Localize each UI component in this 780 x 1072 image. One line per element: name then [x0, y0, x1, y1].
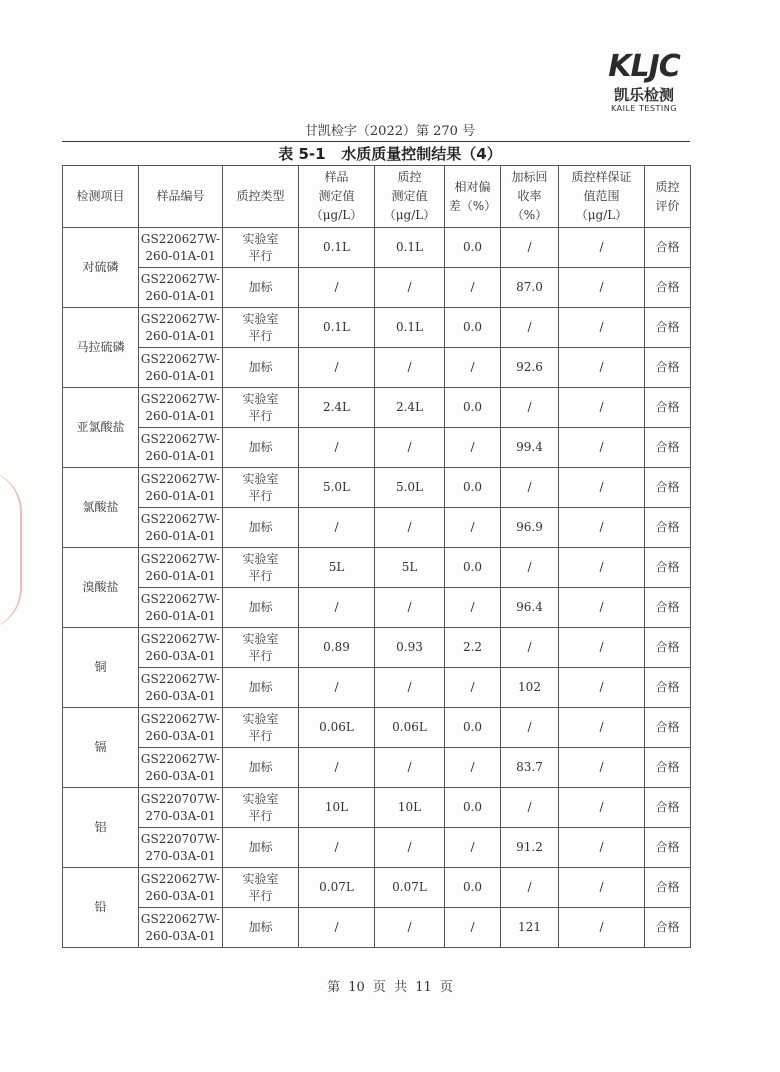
qc-value-cell: 0.1L [375, 308, 445, 348]
sample-value-cell: / [299, 588, 375, 628]
relative-deviation-cell: 0.0 [445, 388, 501, 428]
sample-no-line: 260-03A-01 [145, 648, 216, 663]
sample-no-line: GS220627W- [140, 351, 221, 366]
table-row [63, 708, 691, 748]
item-cell: 亚氯酸盐 [63, 388, 139, 468]
qc-value-cell: / [375, 748, 445, 788]
table-row [63, 588, 691, 628]
table-row [63, 388, 691, 428]
item-cell: 对硫磷 [63, 228, 139, 308]
guarantee-range-cell: / [559, 508, 645, 548]
relative-deviation-cell: / [445, 268, 501, 308]
logo-name-en: KAILE TESTING [611, 104, 677, 113]
sample-no-cell [139, 268, 223, 308]
guarantee-range-cell: / [559, 388, 645, 428]
header-text: 差（%） [448, 198, 497, 213]
header-item: 检测项目 [63, 166, 139, 228]
qc-type-line: 平行 [248, 568, 273, 583]
sample-no-line: 260-01A-01 [145, 328, 216, 343]
header-relative-deviation [445, 166, 501, 228]
table-caption [0, 144, 780, 164]
sample-no-cell [139, 348, 223, 388]
recovery-cell: / [501, 708, 559, 748]
qc-type-cell [223, 508, 299, 548]
qc-value-cell: / [375, 268, 445, 308]
qc-value-cell: 0.93 [375, 628, 445, 668]
sample-no-line: GS220627W- [140, 751, 221, 766]
relative-deviation-cell: 2.2 [445, 628, 501, 668]
qc-value-cell: 0.06L [375, 708, 445, 748]
relative-deviation-cell: 0.0 [445, 708, 501, 748]
sample-no-line: 260-03A-01 [145, 768, 216, 783]
guarantee-range-cell: / [559, 228, 645, 268]
sample-value-cell: / [299, 268, 375, 308]
recovery-cell: 96.4 [501, 588, 559, 628]
header-evaluation [645, 166, 691, 228]
sample-value-cell: 0.1L [299, 308, 375, 348]
qc-type-cell [223, 468, 299, 508]
qc-results-table [62, 165, 691, 948]
evaluation-cell: 合格 [645, 428, 691, 468]
header-text: （μg/L） [383, 208, 436, 222]
sample-no-line: 260-01A-01 [145, 288, 216, 303]
sample-no-line: GS220627W- [140, 271, 221, 286]
qc-type-line: 加标 [248, 680, 273, 694]
header-qc-value [375, 166, 445, 228]
qc-type-line: 实验室 [242, 711, 279, 726]
recovery-cell: 87.0 [501, 268, 559, 308]
relative-deviation-cell: / [445, 908, 501, 948]
evaluation-cell: 合格 [645, 788, 691, 828]
header-text: 相对偏 [454, 179, 491, 194]
qc-type-line: 加标 [248, 600, 273, 614]
sample-no-line: GS220627W- [140, 231, 221, 246]
item-cell: 铜 [63, 628, 139, 708]
sample-no-cell [139, 468, 223, 508]
evaluation-cell: 合格 [645, 908, 691, 948]
qc-type-line: 实验室 [242, 871, 279, 886]
table-row [63, 548, 691, 588]
table-row [63, 468, 691, 508]
qc-type-cell [223, 548, 299, 588]
header-text: 质控 [655, 179, 680, 194]
sample-no-line: GS220707W- [140, 831, 221, 846]
qc-type-line: 平行 [248, 328, 273, 343]
qc-type-line: 平行 [248, 248, 273, 263]
qc-value-cell: / [375, 428, 445, 468]
table-row [63, 308, 691, 348]
recovery-cell: / [501, 308, 559, 348]
sample-no-line: GS220627W- [140, 391, 221, 406]
evaluation-cell: 合格 [645, 468, 691, 508]
sample-no-cell [139, 668, 223, 708]
sample-no-line: 260-03A-01 [145, 688, 216, 703]
qc-type-line: 加标 [248, 440, 273, 454]
qc-value-cell: 5L [375, 548, 445, 588]
sample-no-line: 260-01A-01 [145, 408, 216, 423]
relative-deviation-cell: / [445, 828, 501, 868]
table-row [63, 788, 691, 828]
evaluation-cell: 合格 [645, 348, 691, 388]
qc-value-cell: 2.4L [375, 388, 445, 428]
recovery-cell: / [501, 228, 559, 268]
evaluation-cell: 合格 [645, 708, 691, 748]
sample-no-line: 270-03A-01 [145, 808, 216, 823]
guarantee-range-cell: / [559, 868, 645, 908]
qc-type-line: 实验室 [242, 311, 279, 326]
qc-type-line: 实验室 [242, 231, 279, 246]
qc-type-cell [223, 868, 299, 908]
sample-no-cell [139, 868, 223, 908]
sample-value-cell: 0.1L [299, 228, 375, 268]
qc-type-line: 平行 [248, 728, 273, 743]
sample-no-line: 260-01A-01 [145, 368, 216, 383]
qc-type-line: 平行 [248, 488, 273, 503]
sample-no-cell [139, 628, 223, 668]
evaluation-cell: 合格 [645, 228, 691, 268]
sample-no-line: 260-01A-01 [145, 448, 216, 463]
qc-type-line: 加标 [248, 520, 273, 534]
header-text: 质控样保证 [571, 170, 632, 184]
sample-value-cell: / [299, 428, 375, 468]
logo-mark: KLJC [608, 49, 680, 84]
sample-no-line: 260-01A-01 [145, 248, 216, 263]
header-text: （%） [511, 208, 548, 222]
header-text: 值范围 [583, 189, 620, 203]
sample-value-cell: 0.89 [299, 628, 375, 668]
table-row [63, 228, 691, 268]
sample-value-cell: 2.4L [299, 388, 375, 428]
header-recovery [501, 166, 559, 228]
qc-value-cell: / [375, 668, 445, 708]
sample-value-cell: / [299, 908, 375, 948]
table-row [63, 508, 691, 548]
guarantee-range-cell: / [559, 828, 645, 868]
recovery-cell: 102 [501, 668, 559, 708]
sample-no-line: 260-01A-01 [145, 568, 216, 583]
sample-value-cell: / [299, 828, 375, 868]
sample-no-line: GS220627W- [140, 711, 221, 726]
sample-no-cell [139, 748, 223, 788]
qc-value-cell: / [375, 588, 445, 628]
sample-no-cell [139, 828, 223, 868]
header-text: 评价 [655, 198, 680, 213]
recovery-cell: / [501, 788, 559, 828]
qc-type-cell [223, 308, 299, 348]
relative-deviation-cell: 0.0 [445, 228, 501, 268]
sample-no-line: GS220707W- [140, 791, 221, 806]
report-number: 甘凯检字（2022）第 270 号 [304, 124, 476, 139]
sample-no-line: GS220627W- [140, 311, 221, 326]
recovery-cell: 96.9 [501, 508, 559, 548]
qc-type-line: 加标 [248, 920, 273, 934]
sample-no-line: GS220627W- [140, 551, 221, 566]
relative-deviation-cell: / [445, 668, 501, 708]
qc-value-cell: / [375, 508, 445, 548]
header-text: 质控 [397, 170, 422, 184]
sample-no-line: GS220627W- [140, 591, 221, 606]
qc-type-cell [223, 228, 299, 268]
sample-value-cell: / [299, 748, 375, 788]
recovery-cell: 121 [501, 908, 559, 948]
header-text: 收率 [517, 189, 542, 203]
sample-no-line: GS220627W- [140, 431, 221, 446]
table-row [63, 628, 691, 668]
relative-deviation-cell: 0.0 [445, 308, 501, 348]
table-row [63, 828, 691, 868]
sample-value-cell: 0.07L [299, 868, 375, 908]
qc-type-cell [223, 268, 299, 308]
table-row [63, 908, 691, 948]
recovery-cell: / [501, 548, 559, 588]
guarantee-range-cell: / [559, 468, 645, 508]
table-row [63, 268, 691, 308]
sample-no-cell [139, 588, 223, 628]
guarantee-range-cell: / [559, 348, 645, 388]
evaluation-cell: 合格 [645, 628, 691, 668]
guarantee-range-cell: / [559, 748, 645, 788]
header-sample-no: 样品编号 [139, 166, 223, 228]
qc-value-cell: / [375, 348, 445, 388]
qc-type-line: 加标 [248, 280, 273, 294]
evaluation-cell: 合格 [645, 828, 691, 868]
evaluation-cell: 合格 [645, 388, 691, 428]
qc-type-cell [223, 588, 299, 628]
guarantee-range-cell: / [559, 588, 645, 628]
header-text: 样品 [324, 170, 349, 184]
sample-no-line: GS220627W- [140, 671, 221, 686]
page-footer: 第 10 页 共 11 页 [327, 980, 453, 995]
recovery-cell: 92.6 [501, 348, 559, 388]
table-row [63, 348, 691, 388]
table-row [63, 668, 691, 708]
header-text: （μg/L） [310, 208, 363, 222]
header-guarantee-range [559, 166, 645, 228]
qc-type-line: 实验室 [242, 391, 279, 406]
logo-name-cn: 凯乐检测 [613, 86, 674, 104]
recovery-cell: / [501, 388, 559, 428]
relative-deviation-cell: / [445, 508, 501, 548]
qc-type-cell [223, 788, 299, 828]
table-title: 水质质量控制结果（4） [341, 145, 502, 163]
header-text: 测定值 [318, 189, 355, 203]
evaluation-cell: 合格 [645, 588, 691, 628]
sample-value-cell: / [299, 668, 375, 708]
qc-type-line: 平行 [248, 648, 273, 663]
sample-no-line: GS220627W- [140, 911, 221, 926]
qc-type-line: 加标 [248, 360, 273, 374]
relative-deviation-cell: / [445, 348, 501, 388]
relative-deviation-cell: 0.0 [445, 868, 501, 908]
sample-value-cell: 0.06L [299, 708, 375, 748]
evaluation-cell: 合格 [645, 508, 691, 548]
guarantee-range-cell: / [559, 548, 645, 588]
qc-value-cell: / [375, 908, 445, 948]
sample-value-cell: 5.0L [299, 468, 375, 508]
relative-deviation-cell: / [445, 428, 501, 468]
qc-type-line: 实验室 [242, 631, 279, 646]
qc-type-cell [223, 348, 299, 388]
header-rule [62, 141, 690, 142]
sample-no-cell [139, 908, 223, 948]
qc-type-line: 实验室 [242, 791, 279, 806]
sample-no-line: 260-03A-01 [145, 728, 216, 743]
qc-type-line: 平行 [248, 808, 273, 823]
evaluation-cell: 合格 [645, 748, 691, 788]
evaluation-cell: 合格 [645, 668, 691, 708]
evaluation-cell: 合格 [645, 548, 691, 588]
recovery-cell: / [501, 468, 559, 508]
table-row [63, 428, 691, 468]
qc-type-cell [223, 628, 299, 668]
sample-no-cell [139, 708, 223, 748]
table-row [63, 868, 691, 908]
qc-value-cell: / [375, 828, 445, 868]
relative-deviation-cell: 0.0 [445, 788, 501, 828]
qc-type-cell [223, 708, 299, 748]
recovery-cell: 99.4 [501, 428, 559, 468]
sample-value-cell: 10L [299, 788, 375, 828]
qc-type-line: 加标 [248, 760, 273, 774]
header-text: （μg/L） [575, 208, 628, 222]
guarantee-range-cell: / [559, 308, 645, 348]
item-cell: 铝 [63, 788, 139, 868]
guarantee-range-cell: / [559, 668, 645, 708]
recovery-cell: / [501, 868, 559, 908]
guarantee-range-cell: / [559, 628, 645, 668]
guarantee-range-cell: / [559, 788, 645, 828]
relative-deviation-cell: 0.0 [445, 548, 501, 588]
relative-deviation-cell: / [445, 748, 501, 788]
qc-type-cell [223, 828, 299, 868]
evaluation-cell: 合格 [645, 268, 691, 308]
recovery-cell: 83.7 [501, 748, 559, 788]
qc-value-cell: 0.07L [375, 868, 445, 908]
table-header-row [63, 166, 691, 228]
sample-no-line: 260-01A-01 [145, 608, 216, 623]
evaluation-cell: 合格 [645, 868, 691, 908]
qc-type-cell [223, 428, 299, 468]
sample-no-line: 260-01A-01 [145, 528, 216, 543]
table-number: 表 5-1 [278, 145, 326, 163]
sample-no-cell [139, 548, 223, 588]
table-row [63, 748, 691, 788]
sample-no-line: 260-01A-01 [145, 488, 216, 503]
relative-deviation-cell: / [445, 588, 501, 628]
sample-no-line: 260-03A-01 [145, 888, 216, 903]
recovery-cell: 91.2 [501, 828, 559, 868]
guarantee-range-cell: / [559, 268, 645, 308]
sample-no-cell [139, 308, 223, 348]
relative-deviation-cell: 0.0 [445, 468, 501, 508]
sample-value-cell: 5L [299, 548, 375, 588]
evaluation-cell: 合格 [645, 308, 691, 348]
qc-value-cell: 0.1L [375, 228, 445, 268]
guarantee-range-cell: / [559, 708, 645, 748]
qc-type-cell [223, 388, 299, 428]
sample-no-cell [139, 228, 223, 268]
item-cell: 氯酸盐 [63, 468, 139, 548]
sample-no-line: GS220627W- [140, 871, 221, 886]
red-seal-stamp [0, 470, 22, 630]
header-qc-type: 质控类型 [223, 166, 299, 228]
header-sample-value [299, 166, 375, 228]
sample-no-line: 270-03A-01 [145, 848, 216, 863]
item-cell: 镉 [63, 708, 139, 788]
item-cell: 铅 [63, 868, 139, 948]
qc-type-line: 平行 [248, 408, 273, 423]
company-logo [598, 49, 690, 114]
guarantee-range-cell: / [559, 428, 645, 468]
sample-no-line: 260-03A-01 [145, 928, 216, 943]
qc-value-cell: 5.0L [375, 468, 445, 508]
qc-value-cell: 10L [375, 788, 445, 828]
sample-no-cell [139, 508, 223, 548]
qc-type-cell [223, 908, 299, 948]
qc-type-line: 实验室 [242, 471, 279, 486]
sample-value-cell: / [299, 508, 375, 548]
guarantee-range-cell: / [559, 908, 645, 948]
sample-no-line: GS220627W- [140, 471, 221, 486]
header-text: 加标回 [511, 170, 548, 184]
sample-no-cell [139, 388, 223, 428]
sample-no-line: GS220627W- [140, 511, 221, 526]
qc-type-cell [223, 748, 299, 788]
qc-type-line: 平行 [248, 888, 273, 903]
qc-type-line: 实验室 [242, 551, 279, 566]
qc-type-cell [223, 668, 299, 708]
sample-no-line: GS220627W- [140, 631, 221, 646]
sample-value-cell: / [299, 348, 375, 388]
table-body [63, 228, 691, 948]
item-cell: 溴酸盐 [63, 548, 139, 628]
recovery-cell: / [501, 628, 559, 668]
qc-type-line: 加标 [248, 840, 273, 854]
item-cell: 马拉硫磷 [63, 308, 139, 388]
header-text: 测定值 [391, 189, 428, 203]
sample-no-cell [139, 788, 223, 828]
sample-no-cell [139, 428, 223, 468]
